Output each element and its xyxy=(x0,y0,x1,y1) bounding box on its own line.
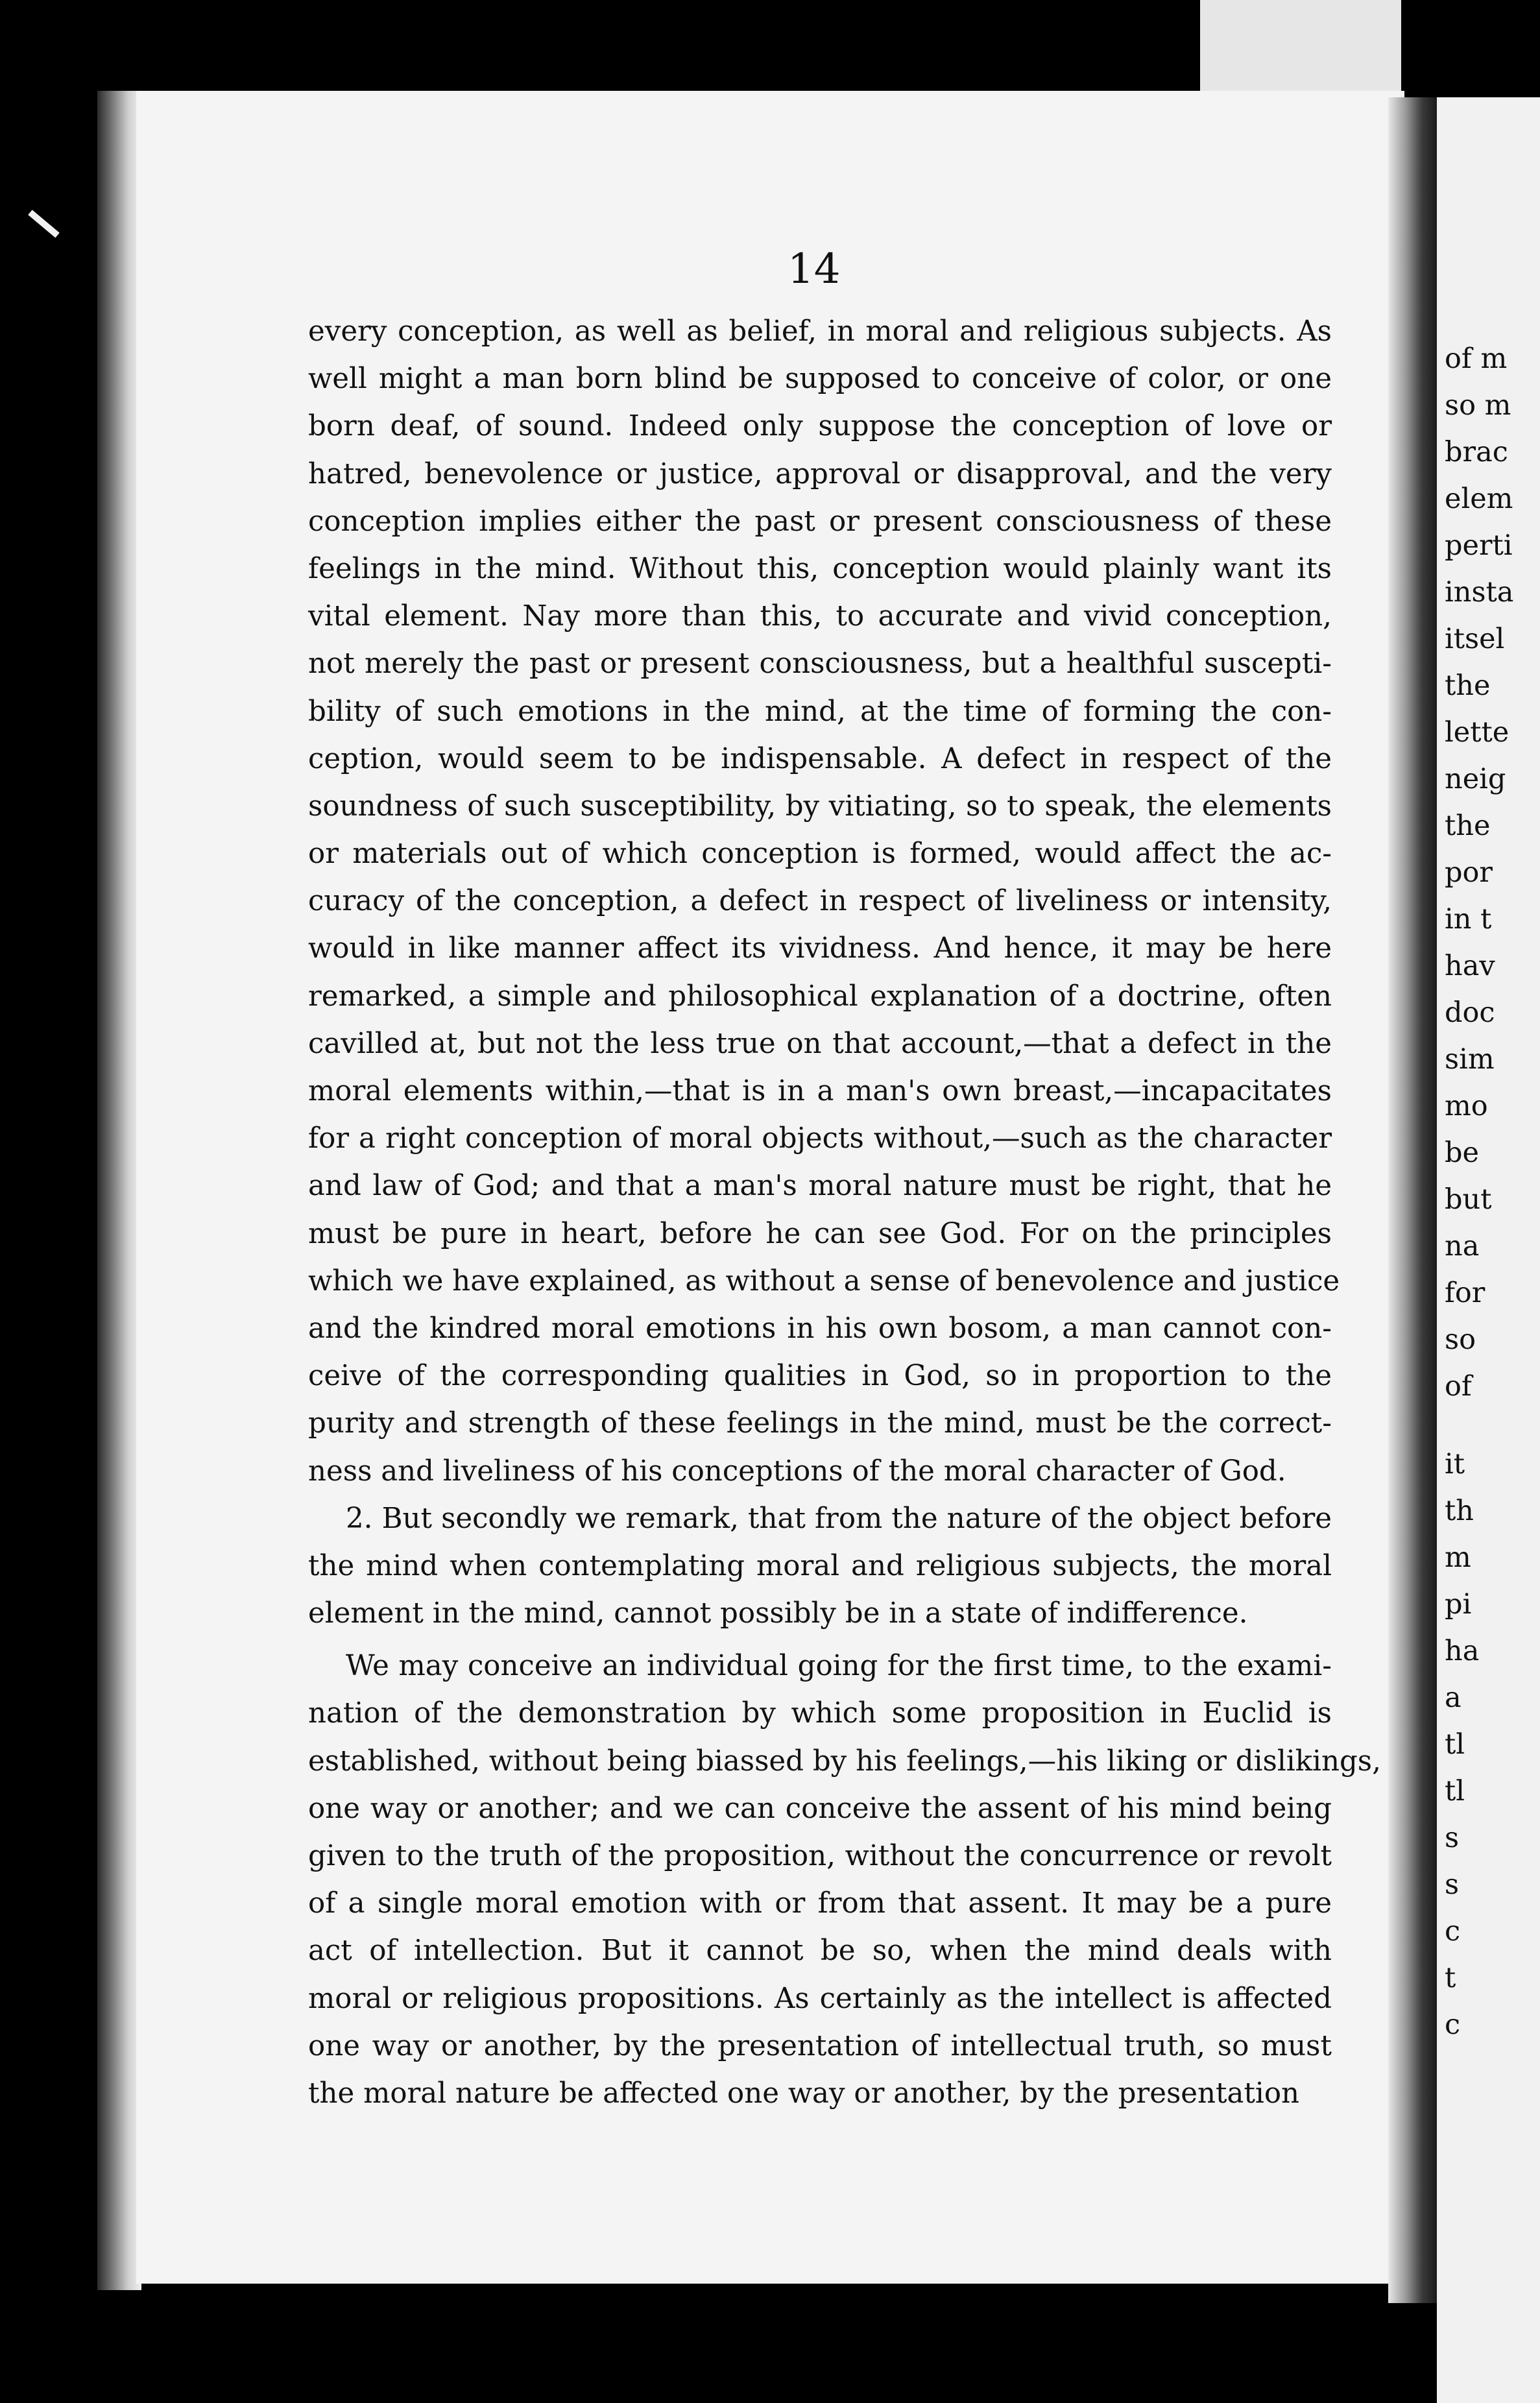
facing-page-line-fragment: c xyxy=(1445,2009,1461,2041)
facing-page-line-fragment: of xyxy=(1445,1370,1472,1403)
text-line: 2. But secondly we remark, that from the nature of the object before xyxy=(346,1502,1332,1535)
scan-speck xyxy=(28,210,60,237)
text-line: would in like manner affect its vividness. And hence, it may be here xyxy=(308,932,1332,965)
text-line: for a right conception of moral objects without,—such as the character xyxy=(308,1122,1332,1155)
text-line: moral elements within,—that is in a man's own breast,—incapacitates xyxy=(308,1075,1332,1107)
text-line: and the kindred moral emotions in his own bosom, a man cannot con- xyxy=(308,1312,1332,1345)
text-line: soundness of such susceptibility, by vitiating, so to speak, the elements xyxy=(308,790,1332,823)
text-line: purity and strength of these feelings in the mind, must be the correct- xyxy=(308,1407,1332,1440)
text-line: ception, would seem to be indispensable. A defect in respect of the xyxy=(308,742,1332,775)
facing-page-line-fragment: c xyxy=(1445,1915,1461,1948)
top-paper-strip xyxy=(1200,0,1401,91)
facing-page-line-fragment: neig xyxy=(1445,763,1506,795)
facing-page-line-fragment: brac xyxy=(1445,436,1508,468)
text-line: act of intellection. But it cannot be so, when the mind deals with xyxy=(308,1935,1332,1968)
facing-page-line-fragment: por xyxy=(1445,856,1493,889)
facing-page-line-fragment: the xyxy=(1445,670,1491,702)
text-line: the moral nature be affected one way or another, by the presentation xyxy=(308,2077,1300,2110)
facing-page-line-fragment: tl xyxy=(1445,1775,1465,1807)
text-line: feelings in the mind. Without this, conception would plainly want its xyxy=(308,552,1332,585)
facing-page-line-fragment: a xyxy=(1445,1682,1462,1714)
page-number: 14 xyxy=(788,245,841,293)
facing-page-line-fragment: th xyxy=(1445,1495,1474,1527)
facing-page-line-fragment: insta xyxy=(1445,576,1514,609)
text-line: the mind when contemplating moral and religious subjects, the moral xyxy=(308,1549,1332,1582)
text-line: cavilled at, but not the less true on that account,—that a defect in the xyxy=(308,1027,1332,1060)
facing-page-line-fragment: of m xyxy=(1445,343,1508,375)
text-line: moral or religious propositions. As certainly as the intellect is affected xyxy=(308,1982,1332,2015)
facing-page-line-fragment: so xyxy=(1445,1323,1476,1356)
text-line: must be pure in heart, before he can see God. For on the principles xyxy=(308,1217,1332,1250)
left-page-edge-shadow xyxy=(97,91,141,2290)
facing-page-line-fragment: for xyxy=(1445,1277,1486,1309)
text-line: which we have explained, as without a sense of benevolence and justice xyxy=(308,1264,1340,1298)
facing-page-line-fragment: sim xyxy=(1445,1043,1495,1076)
facing-page-line-fragment: perti xyxy=(1445,529,1513,562)
facing-page-line-fragment: m xyxy=(1445,1541,1471,1574)
facing-page-line-fragment: so m xyxy=(1445,389,1511,422)
text-line: remarked, a simple and philosophical explanation of a doctrine, often xyxy=(308,980,1332,1013)
facing-page-line-fragment: hav xyxy=(1445,950,1495,982)
facing-page-line-fragment: t xyxy=(1445,1962,1456,1994)
text-line: and law of God; and that a man's moral nature must be right, that he xyxy=(308,1170,1332,1203)
text-line: or materials out of which conception is formed, would affect the ac- xyxy=(308,838,1332,871)
facing-page-line-fragment: ha xyxy=(1445,1635,1480,1667)
facing-page-line-fragment: tl xyxy=(1445,1728,1465,1761)
text-line: given to the truth of the proposition, without the concurrence or revolt xyxy=(308,1840,1332,1872)
text-line: ceive of the corresponding qualities in God, so in proportion to the xyxy=(308,1360,1332,1393)
text-line: We may conceive an individual going for the first time, to the exami- xyxy=(346,1650,1332,1683)
text-line: well might a man born blind be supposed to conceive of color, or one xyxy=(308,363,1332,396)
facing-page-line-fragment: doc xyxy=(1445,996,1495,1029)
text-line: born deaf, of sound. Indeed only suppose the conception of love or xyxy=(308,410,1332,443)
text-line: conception implies either the past or present consciousness of these xyxy=(308,505,1332,538)
text-line: of a single moral emotion with or from that assent. It may be a pure xyxy=(308,1887,1332,1920)
text-line: ness and liveliness of his conceptions of the moral character of God. xyxy=(308,1455,1286,1488)
text-line: bility of such emotions in the mind, at the time of forming the con- xyxy=(308,695,1332,728)
text-line: hatred, benevolence or justice, approval or disapproval, and the very xyxy=(308,457,1332,490)
facing-page-fragment xyxy=(1437,97,1540,2403)
text-line: nation of the demonstration by which some proposition in Euclid is xyxy=(308,1697,1332,1730)
facing-page-line-fragment: pi xyxy=(1445,1588,1472,1621)
text-line: vital element. Nay more than this, to accurate and vivid conception, xyxy=(308,600,1332,633)
text-line: not merely the past or present consciousness, but a healthful suscepti- xyxy=(308,647,1332,681)
facing-page-line-fragment: mo xyxy=(1445,1090,1488,1122)
facing-page-line-fragment: itsel xyxy=(1445,623,1505,655)
facing-page-line-fragment: be xyxy=(1445,1137,1479,1169)
facing-page-line-fragment: s xyxy=(1445,1868,1460,1901)
facing-page-line-fragment: the xyxy=(1445,810,1491,842)
facing-page-line-fragment: in t xyxy=(1445,903,1492,936)
text-line: one way or another; and we can conceive the assent of his mind being xyxy=(308,1792,1332,1825)
facing-page-line-fragment: na xyxy=(1445,1230,1480,1262)
facing-page-line-fragment: elem xyxy=(1445,483,1513,515)
facing-page-line-fragment: s xyxy=(1445,1822,1460,1854)
text-line: one way or another, by the presentation of intellectual truth, so must xyxy=(308,2029,1332,2062)
page-body-text xyxy=(308,308,1381,2118)
facing-page-line-fragment: but xyxy=(1445,1183,1492,1216)
facing-page-line-fragment: it xyxy=(1445,1448,1465,1480)
text-line: every conception, as well as belief, in moral and religious subjects. As xyxy=(308,315,1332,348)
facing-page-line-fragment: lette xyxy=(1445,716,1510,749)
binding-gutter xyxy=(1388,97,1437,2303)
text-line: element in the mind, cannot possibly be in a state of indifference. xyxy=(308,1597,1248,1630)
text-line: established, without being biassed by his feelings,—his liking or dislikings, xyxy=(308,1745,1381,1778)
text-line: curacy of the conception, a defect in respect of liveliness or intensity, xyxy=(308,885,1332,918)
